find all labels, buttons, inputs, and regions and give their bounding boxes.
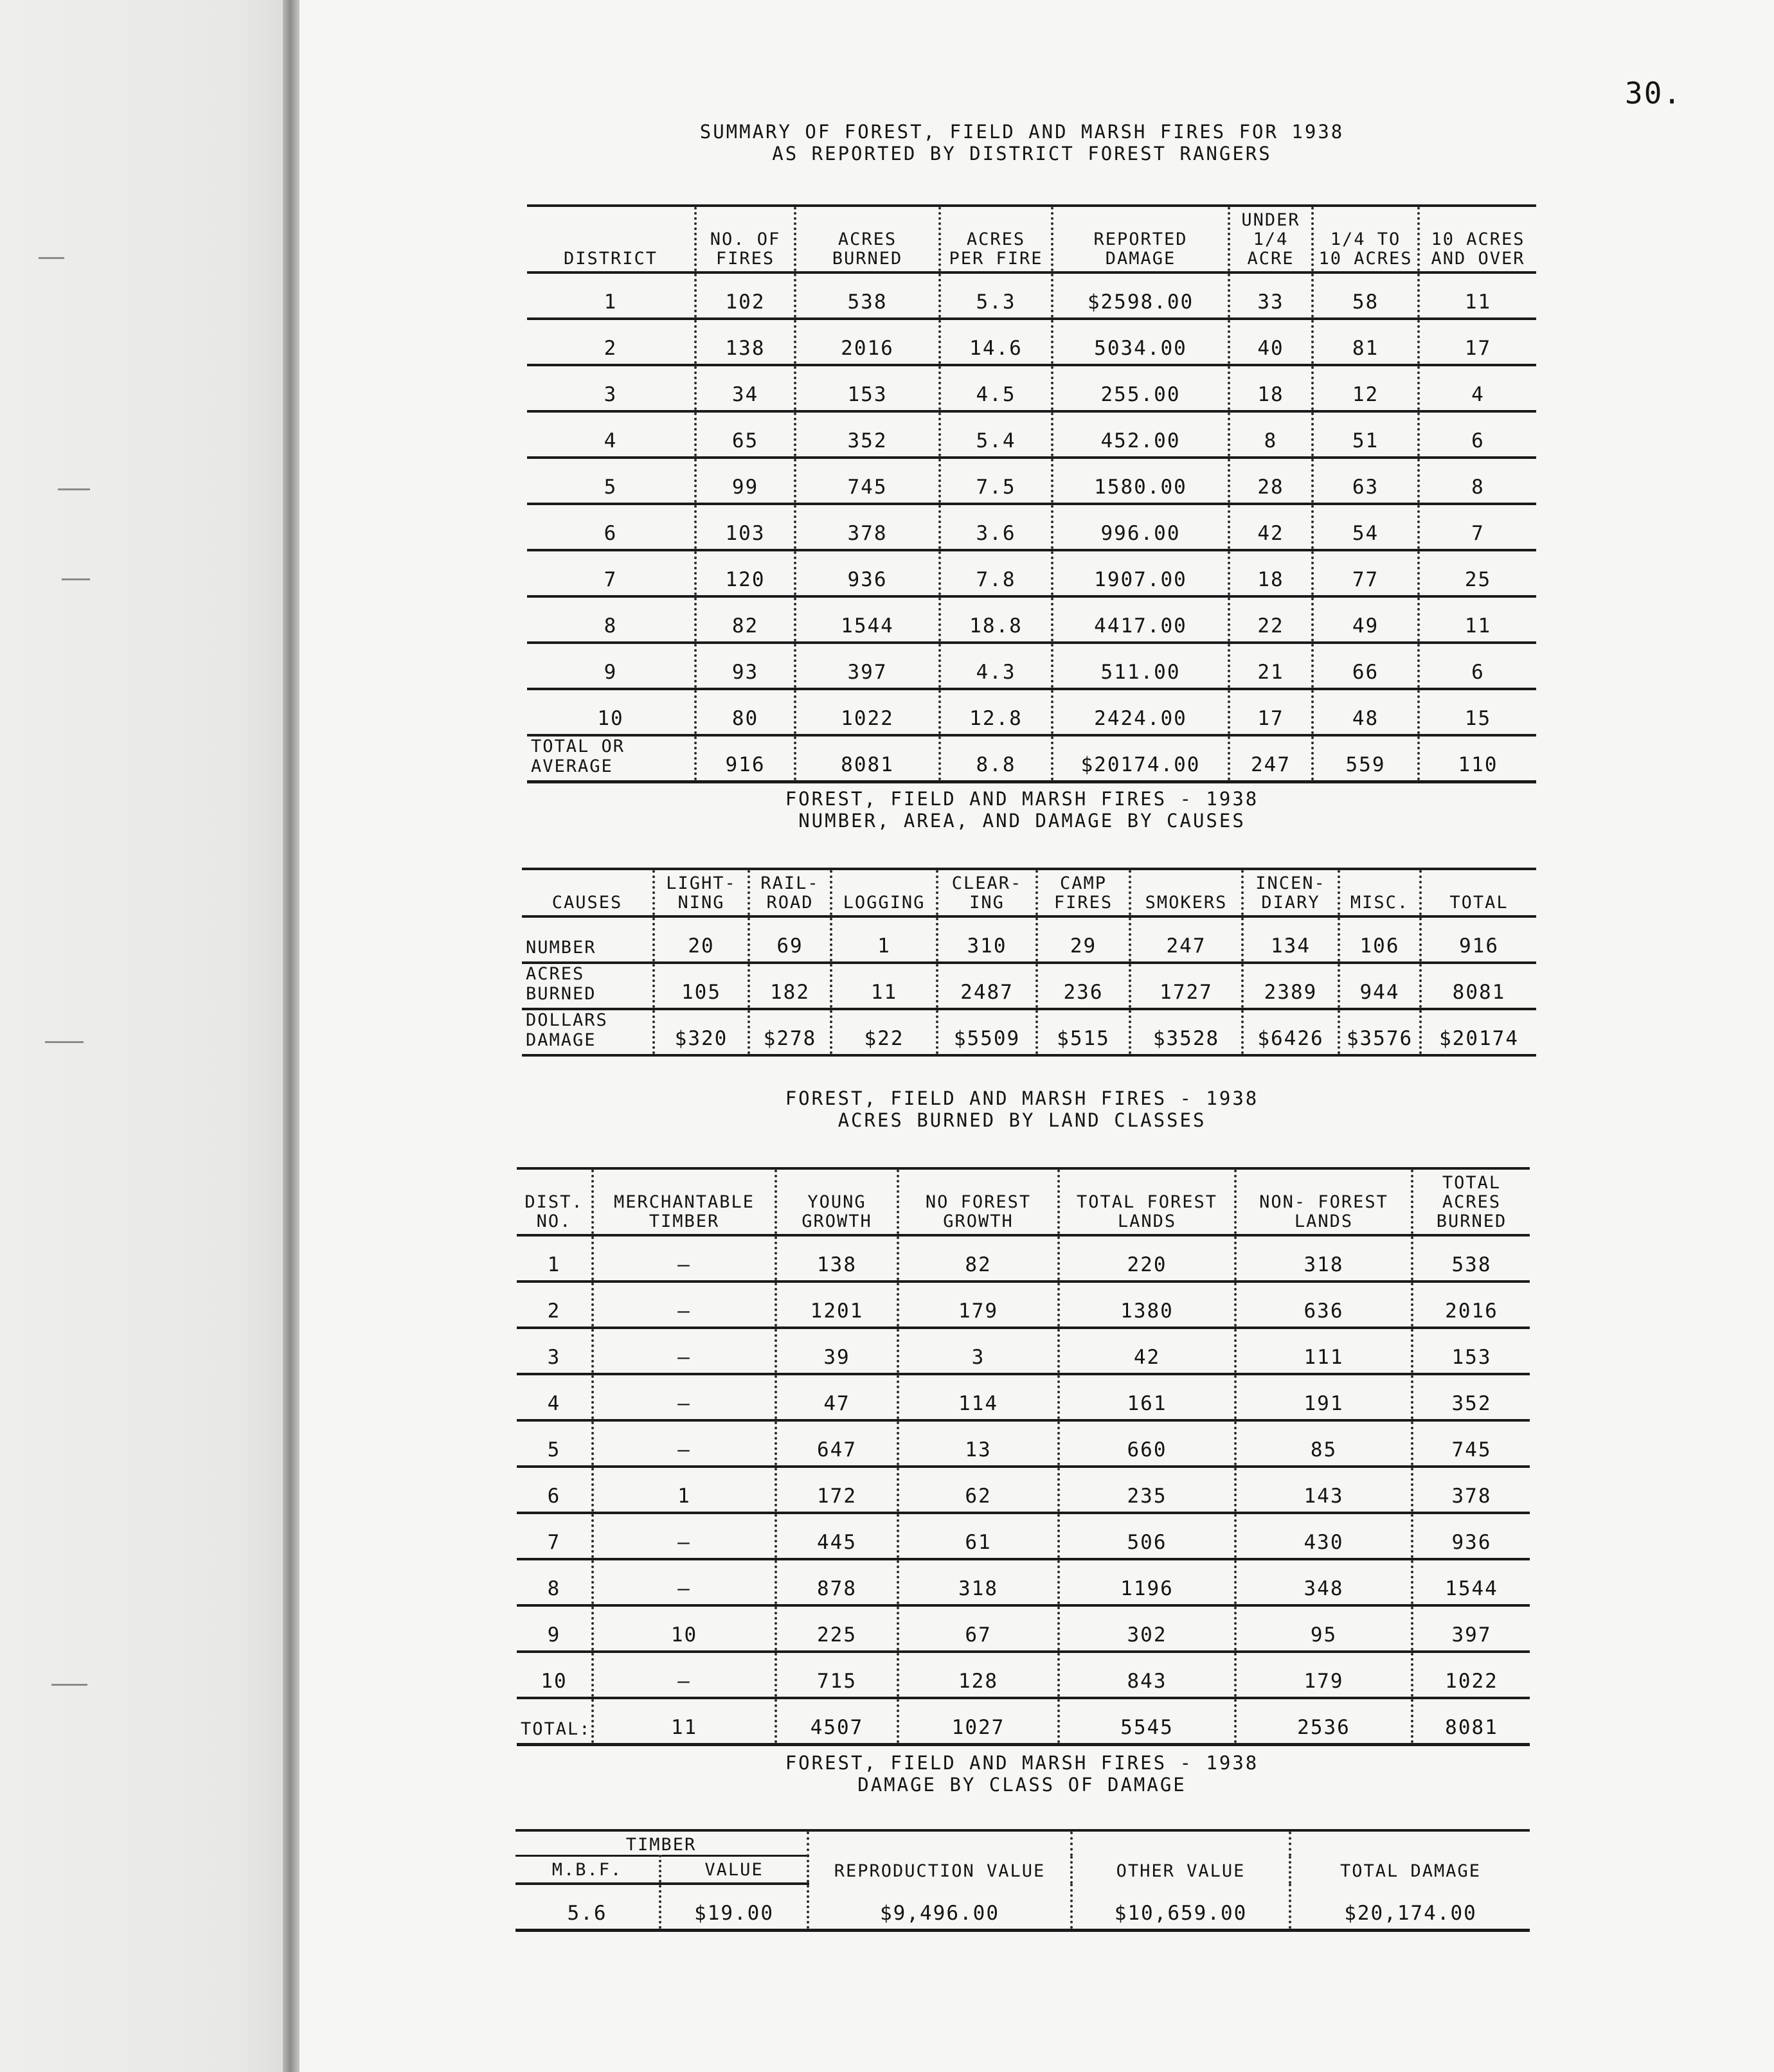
- table-cell: 378: [1412, 1467, 1530, 1513]
- table-cell: 10: [593, 1605, 776, 1652]
- table-cell: 1196: [1059, 1559, 1235, 1605]
- table-cell: 236: [1037, 963, 1130, 1009]
- page-number: 30.: [1625, 76, 1683, 111]
- table-row: [522, 916, 1536, 963]
- table-cell: 5034.00: [1052, 319, 1229, 365]
- table-cell: 936: [795, 550, 940, 596]
- table-cell: 191: [1235, 1374, 1412, 1420]
- margin-mark: [62, 578, 90, 580]
- table-cell: 1: [831, 916, 937, 963]
- table-cell: 4.3: [940, 643, 1052, 689]
- table-cell: 106: [1339, 916, 1420, 963]
- table-cell: 8081: [1420, 963, 1536, 1009]
- margin-mark: [39, 257, 64, 259]
- col-header-acres-per-fire: ACRES PER FIRE: [940, 206, 1052, 272]
- table-cell: 66: [1313, 643, 1419, 689]
- table-row: [527, 550, 1536, 596]
- table1-title-line-2: AS REPORTED BY DISTRICT FOREST RANGERS: [772, 143, 1272, 165]
- table-cell: 3: [527, 365, 695, 411]
- row-label: DOLLARS DAMAGE: [522, 1009, 654, 1055]
- table-cell: 67: [898, 1605, 1059, 1652]
- table-cell: 33: [1229, 272, 1313, 319]
- table-cell: 1: [593, 1467, 776, 1513]
- table-cell: —: [593, 1235, 776, 1282]
- table-cell: 4: [517, 1374, 593, 1420]
- table-cell: 51: [1313, 411, 1419, 458]
- table-cell: 7.8: [940, 550, 1052, 596]
- table4-title-line-1: FOREST, FIELD AND MARSH FIRES - 1938: [785, 1752, 1259, 1774]
- col-header-total-damage: TOTAL DAMAGE: [1290, 1830, 1530, 1884]
- col-header-causes: CAUSES: [522, 869, 654, 916]
- table-cell: 40: [1229, 319, 1313, 365]
- table-cell: 8: [527, 596, 695, 643]
- table-row: [527, 458, 1536, 504]
- col-group-header-timber: TIMBER: [515, 1830, 808, 1856]
- table-row: [517, 1282, 1530, 1328]
- table-cell: $6426: [1242, 1009, 1339, 1055]
- table-row: [517, 1374, 1530, 1420]
- col-header-lightning: LIGHT- NING: [654, 869, 749, 916]
- table-cell: 13: [898, 1420, 1059, 1467]
- row-label: NUMBER: [522, 916, 654, 963]
- table-cell: —: [593, 1420, 776, 1467]
- total-cell: 1027: [898, 1698, 1059, 1745]
- total-row: [517, 1698, 1530, 1745]
- table-row: [517, 1513, 1530, 1559]
- table1-title: [578, 121, 1465, 165]
- table-row: [515, 1884, 1530, 1931]
- table-cell: 3: [898, 1328, 1059, 1374]
- table-cell: 6: [527, 504, 695, 550]
- table-cell: 745: [795, 458, 940, 504]
- table-cell: 28: [1229, 458, 1313, 504]
- table-cell: 1727: [1130, 963, 1242, 1009]
- col-header-non-forest-lands: NON- FOREST LANDS: [1235, 1168, 1412, 1235]
- table-cell: 81: [1313, 319, 1419, 365]
- table-row: [517, 1420, 1530, 1467]
- fires-by-district-table: [527, 204, 1536, 783]
- col-header-district: DISTRICT: [527, 206, 695, 272]
- col-header-reproduction-value: REPRODUCTION VALUE: [808, 1830, 1071, 1884]
- table-cell: $20174: [1420, 1009, 1536, 1055]
- table-row: [527, 365, 1536, 411]
- table-cell: 1201: [776, 1282, 898, 1328]
- table-cell: 65: [695, 411, 795, 458]
- table-cell: 6: [517, 1467, 593, 1513]
- table-cell: 172: [776, 1467, 898, 1513]
- table-cell: 310: [937, 916, 1037, 963]
- col-header-incendiary: INCEN- DIARY: [1242, 869, 1339, 916]
- table-cell: $515: [1037, 1009, 1130, 1055]
- table-cell: 5: [517, 1420, 593, 1467]
- col-header-total: TOTAL: [1420, 869, 1536, 916]
- table-cell: 6: [1419, 643, 1536, 689]
- col-header-logging: LOGGING: [831, 869, 937, 916]
- table-header-row: [522, 869, 1536, 916]
- total-cell: 110: [1419, 735, 1536, 782]
- total-cell: $20174.00: [1052, 735, 1229, 782]
- table-cell: 69: [749, 916, 831, 963]
- table-cell: 235: [1059, 1467, 1235, 1513]
- table-cell: 49: [1313, 596, 1419, 643]
- table-row: [527, 504, 1536, 550]
- table1-title-line-1: SUMMARY OF FOREST, FIELD AND MARSH FIRES FOR 1938: [699, 121, 1345, 143]
- table-cell: 11: [1419, 272, 1536, 319]
- col-header-reported-damage: REPORTED DAMAGE: [1052, 206, 1229, 272]
- table-cell: 77: [1313, 550, 1419, 596]
- row-label: ACRES BURNED: [522, 963, 654, 1009]
- table-cell: 2: [517, 1282, 593, 1328]
- table-cell: 4.5: [940, 365, 1052, 411]
- table3-title-line-1: FOREST, FIELD AND MARSH FIRES - 1938: [785, 1087, 1259, 1109]
- table-cell: 7: [517, 1513, 593, 1559]
- table-cell: —: [593, 1328, 776, 1374]
- table-cell: 17: [1229, 689, 1313, 735]
- col-header-total-acres-burned: TOTAL ACRES BURNED: [1412, 1168, 1530, 1235]
- binding-fold: [283, 0, 300, 2072]
- table-cell: 1544: [795, 596, 940, 643]
- table-cell: 506: [1059, 1513, 1235, 1559]
- table-cell: 378: [795, 504, 940, 550]
- table-cell: 42: [1059, 1328, 1235, 1374]
- table-cell: 11: [1419, 596, 1536, 643]
- table-cell: 1380: [1059, 1282, 1235, 1328]
- table-cell: 138: [695, 319, 795, 365]
- table-cell: 105: [654, 963, 749, 1009]
- table-cell: 9: [517, 1605, 593, 1652]
- table-row: [527, 319, 1536, 365]
- table-cell: 10: [527, 689, 695, 735]
- table-cell: 63: [1313, 458, 1419, 504]
- table-cell: $3576: [1339, 1009, 1420, 1055]
- table-cell: 17: [1419, 319, 1536, 365]
- total-cell: 8081: [1412, 1698, 1530, 1745]
- table-cell: 54: [1313, 504, 1419, 550]
- table-cell: 255.00: [1052, 365, 1229, 411]
- table-cell: 114: [898, 1374, 1059, 1420]
- table-cell: 352: [795, 411, 940, 458]
- table-cell: 82: [898, 1235, 1059, 1282]
- total-cell: 8.8: [940, 735, 1052, 782]
- table-cell: 445: [776, 1513, 898, 1559]
- fires-by-causes-table: [522, 868, 1536, 1057]
- table-cell: 1: [517, 1235, 593, 1282]
- table-cell: 20: [654, 916, 749, 963]
- table-cell: 2: [527, 319, 695, 365]
- table-cell: 9: [527, 643, 695, 689]
- table-cell: 302: [1059, 1605, 1235, 1652]
- table-cell: 161: [1059, 1374, 1235, 1420]
- table-cell: 153: [1412, 1328, 1530, 1374]
- table-cell: 18: [1229, 550, 1313, 596]
- table4-title-line-2: DAMAGE BY CLASS OF DAMAGE: [857, 1774, 1187, 1796]
- table-row: [517, 1605, 1530, 1652]
- table-cell: 5: [527, 458, 695, 504]
- table-cell: 3.6: [940, 504, 1052, 550]
- table-cell: 1: [527, 272, 695, 319]
- table-cell: 538: [1412, 1235, 1530, 1282]
- table-cell: $10,659.00: [1071, 1884, 1290, 1931]
- total-cell: 8081: [795, 735, 940, 782]
- table-cell: 18: [1229, 365, 1313, 411]
- table-cell: 153: [795, 365, 940, 411]
- total-row: [527, 735, 1536, 782]
- table-cell: 11: [831, 963, 937, 1009]
- adjacent-page-edge: [0, 0, 292, 2072]
- col-header-clearing: CLEAR- ING: [937, 869, 1037, 916]
- table-cell: 12: [1313, 365, 1419, 411]
- table-row: [527, 596, 1536, 643]
- table-cell: 430: [1235, 1513, 1412, 1559]
- table-cell: 2016: [1412, 1282, 1530, 1328]
- table-cell: 916: [1420, 916, 1536, 963]
- table-cell: 12.8: [940, 689, 1052, 735]
- table-row: [522, 1009, 1536, 1055]
- table-cell: 878: [776, 1559, 898, 1605]
- table-cell: 318: [1235, 1235, 1412, 1282]
- table-cell: 21: [1229, 643, 1313, 689]
- table-row: [517, 1235, 1530, 1282]
- table-cell: 636: [1235, 1282, 1412, 1328]
- table-cell: $320: [654, 1009, 749, 1055]
- table-cell: 48: [1313, 689, 1419, 735]
- col-header-acres-burned: ACRES BURNED: [795, 206, 940, 272]
- table-cell: 34: [695, 365, 795, 411]
- table-cell: 348: [1235, 1559, 1412, 1605]
- table-cell: 47: [776, 1374, 898, 1420]
- table-cell: 220: [1059, 1235, 1235, 1282]
- table-cell: 660: [1059, 1420, 1235, 1467]
- table-cell: 39: [776, 1328, 898, 1374]
- table-cell: $3528: [1130, 1009, 1242, 1055]
- table-cell: 5.3: [940, 272, 1052, 319]
- table-row: [517, 1467, 1530, 1513]
- table-cell: 120: [695, 550, 795, 596]
- table-cell: 143: [1235, 1467, 1412, 1513]
- table-group-header-row: [515, 1830, 1530, 1856]
- table4-title: [578, 1752, 1465, 1796]
- table-cell: 843: [1059, 1652, 1235, 1698]
- table-cell: 1022: [1412, 1652, 1530, 1698]
- table-cell: $19.00: [660, 1884, 808, 1931]
- total-cell: 247: [1229, 735, 1313, 782]
- table-cell: —: [593, 1652, 776, 1698]
- table3-title: [578, 1087, 1465, 1131]
- table-cell: 397: [795, 643, 940, 689]
- table-cell: 25: [1419, 550, 1536, 596]
- table-cell: 61: [898, 1513, 1059, 1559]
- table-cell: 936: [1412, 1513, 1530, 1559]
- total-cell: 5545: [1059, 1698, 1235, 1745]
- margin-mark: [45, 1041, 84, 1043]
- table-cell: 111: [1235, 1328, 1412, 1374]
- total-cell: 11: [593, 1698, 776, 1745]
- table-header-row: [517, 1168, 1530, 1235]
- table-cell: 102: [695, 272, 795, 319]
- damage-by-class-table: [515, 1829, 1530, 1932]
- col-header-mbf: M.B.F.: [515, 1856, 660, 1884]
- table-cell: 647: [776, 1420, 898, 1467]
- table-cell: 182: [749, 963, 831, 1009]
- table-cell: 2016: [795, 319, 940, 365]
- col-header-young-growth: YOUNG GROWTH: [776, 1168, 898, 1235]
- table2-title: [578, 788, 1465, 832]
- table-cell: 1022: [795, 689, 940, 735]
- table-cell: 745: [1412, 1420, 1530, 1467]
- table-cell: 22: [1229, 596, 1313, 643]
- col-header-no-forest-growth: NO FOREST GROWTH: [898, 1168, 1059, 1235]
- table-cell: 10: [517, 1652, 593, 1698]
- table-cell: —: [593, 1374, 776, 1420]
- table-cell: 4: [1419, 365, 1536, 411]
- total-cell: 2536: [1235, 1698, 1412, 1745]
- table3-title-line-2: ACRES BURNED BY LAND CLASSES: [838, 1109, 1206, 1131]
- table-cell: 7.5: [940, 458, 1052, 504]
- table-cell: 1544: [1412, 1559, 1530, 1605]
- col-header-smokers: SMOKERS: [1130, 869, 1242, 916]
- table-cell: 2424.00: [1052, 689, 1229, 735]
- table-cell: 93: [695, 643, 795, 689]
- table-cell: 397: [1412, 1605, 1530, 1652]
- table-cell: $278: [749, 1009, 831, 1055]
- table-cell: 225: [776, 1605, 898, 1652]
- table-cell: $22: [831, 1009, 937, 1055]
- table-cell: $20,174.00: [1290, 1884, 1530, 1931]
- table-cell: 318: [898, 1559, 1059, 1605]
- table-row: [517, 1652, 1530, 1698]
- table-cell: 4417.00: [1052, 596, 1229, 643]
- margin-mark: [51, 1684, 87, 1686]
- table-cell: 179: [1235, 1652, 1412, 1698]
- table-cell: 134: [1242, 916, 1339, 963]
- table-cell: 452.00: [1052, 411, 1229, 458]
- table-row: [527, 643, 1536, 689]
- col-header-timber-value: VALUE: [660, 1856, 808, 1884]
- table-cell: 7: [1419, 504, 1536, 550]
- table-cell: —: [593, 1282, 776, 1328]
- col-header-dist-no: DIST. NO.: [517, 1168, 593, 1235]
- table-cell: 944: [1339, 963, 1420, 1009]
- total-label: TOTAL:: [517, 1698, 593, 1745]
- table-cell: —: [593, 1559, 776, 1605]
- table-cell: 5.4: [940, 411, 1052, 458]
- table2-title-line-2: NUMBER, AREA, AND DAMAGE BY CAUSES: [798, 810, 1246, 832]
- table-cell: 99: [695, 458, 795, 504]
- col-header-misc: MISC.: [1339, 869, 1420, 916]
- table-cell: 6: [1419, 411, 1536, 458]
- table-header-row: [527, 206, 1536, 272]
- table-cell: 82: [695, 596, 795, 643]
- table-cell: $9,496.00: [808, 1884, 1071, 1931]
- table-cell: 1907.00: [1052, 550, 1229, 596]
- table-cell: 247: [1130, 916, 1242, 963]
- table-cell: 2389: [1242, 963, 1339, 1009]
- table-cell: 85: [1235, 1420, 1412, 1467]
- table-cell: 8: [1229, 411, 1313, 458]
- table-cell: 538: [795, 272, 940, 319]
- table-cell: 8: [517, 1559, 593, 1605]
- table-cell: 1580.00: [1052, 458, 1229, 504]
- table-cell: 4: [527, 411, 695, 458]
- table-cell: 29: [1037, 916, 1130, 963]
- table-row: [517, 1559, 1530, 1605]
- table-cell: 996.00: [1052, 504, 1229, 550]
- total-cell: 4507: [776, 1698, 898, 1745]
- table-cell: 138: [776, 1235, 898, 1282]
- col-header-quarter-to-ten-acres: 1/4 TO 10 ACRES: [1313, 206, 1419, 272]
- margin-mark: [58, 488, 90, 490]
- table-cell: —: [593, 1513, 776, 1559]
- table-cell: 5.6: [515, 1884, 660, 1931]
- table-row: [527, 689, 1536, 735]
- table-cell: 511.00: [1052, 643, 1229, 689]
- table-cell: $5509: [937, 1009, 1037, 1055]
- table-cell: 715: [776, 1652, 898, 1698]
- table-cell: 62: [898, 1467, 1059, 1513]
- table-cell: 80: [695, 689, 795, 735]
- table-cell: 179: [898, 1282, 1059, 1328]
- table-cell: 15: [1419, 689, 1536, 735]
- col-header-merchantable-timber: MERCHANTABLE TIMBER: [593, 1168, 776, 1235]
- total-cell: 559: [1313, 735, 1419, 782]
- table-cell: 95: [1235, 1605, 1412, 1652]
- total-label: TOTAL OR AVERAGE: [527, 735, 695, 782]
- total-cell: 916: [695, 735, 795, 782]
- table-cell: 3: [517, 1328, 593, 1374]
- table-cell: 103: [695, 504, 795, 550]
- col-header-total-forest-lands: TOTAL FOREST LANDS: [1059, 1168, 1235, 1235]
- table-cell: 2487: [937, 963, 1037, 1009]
- table-cell: 58: [1313, 272, 1419, 319]
- col-header-under-quarter-acre: UNDER 1/4 ACRE: [1229, 206, 1313, 272]
- col-header-ten-acres-and-over: 10 ACRES AND OVER: [1419, 206, 1536, 272]
- table-row: [527, 411, 1536, 458]
- acres-by-land-class-table: [517, 1167, 1530, 1746]
- table-row: [517, 1328, 1530, 1374]
- table-cell: 7: [527, 550, 695, 596]
- table-cell: 14.6: [940, 319, 1052, 365]
- table-row: [522, 963, 1536, 1009]
- col-header-no-of-fires: NO. OF FIRES: [695, 206, 795, 272]
- table-cell: 8: [1419, 458, 1536, 504]
- table2-title-line-1: FOREST, FIELD AND MARSH FIRES - 1938: [785, 788, 1259, 810]
- table-row: [527, 272, 1536, 319]
- table-cell: $2598.00: [1052, 272, 1229, 319]
- col-header-other-value: OTHER VALUE: [1071, 1830, 1290, 1884]
- col-header-camp-fires: CAMP FIRES: [1037, 869, 1130, 916]
- col-header-railroad: RAIL- ROAD: [749, 869, 831, 916]
- table-cell: 42: [1229, 504, 1313, 550]
- table-cell: 18.8: [940, 596, 1052, 643]
- table-cell: 128: [898, 1652, 1059, 1698]
- table-cell: 352: [1412, 1374, 1530, 1420]
